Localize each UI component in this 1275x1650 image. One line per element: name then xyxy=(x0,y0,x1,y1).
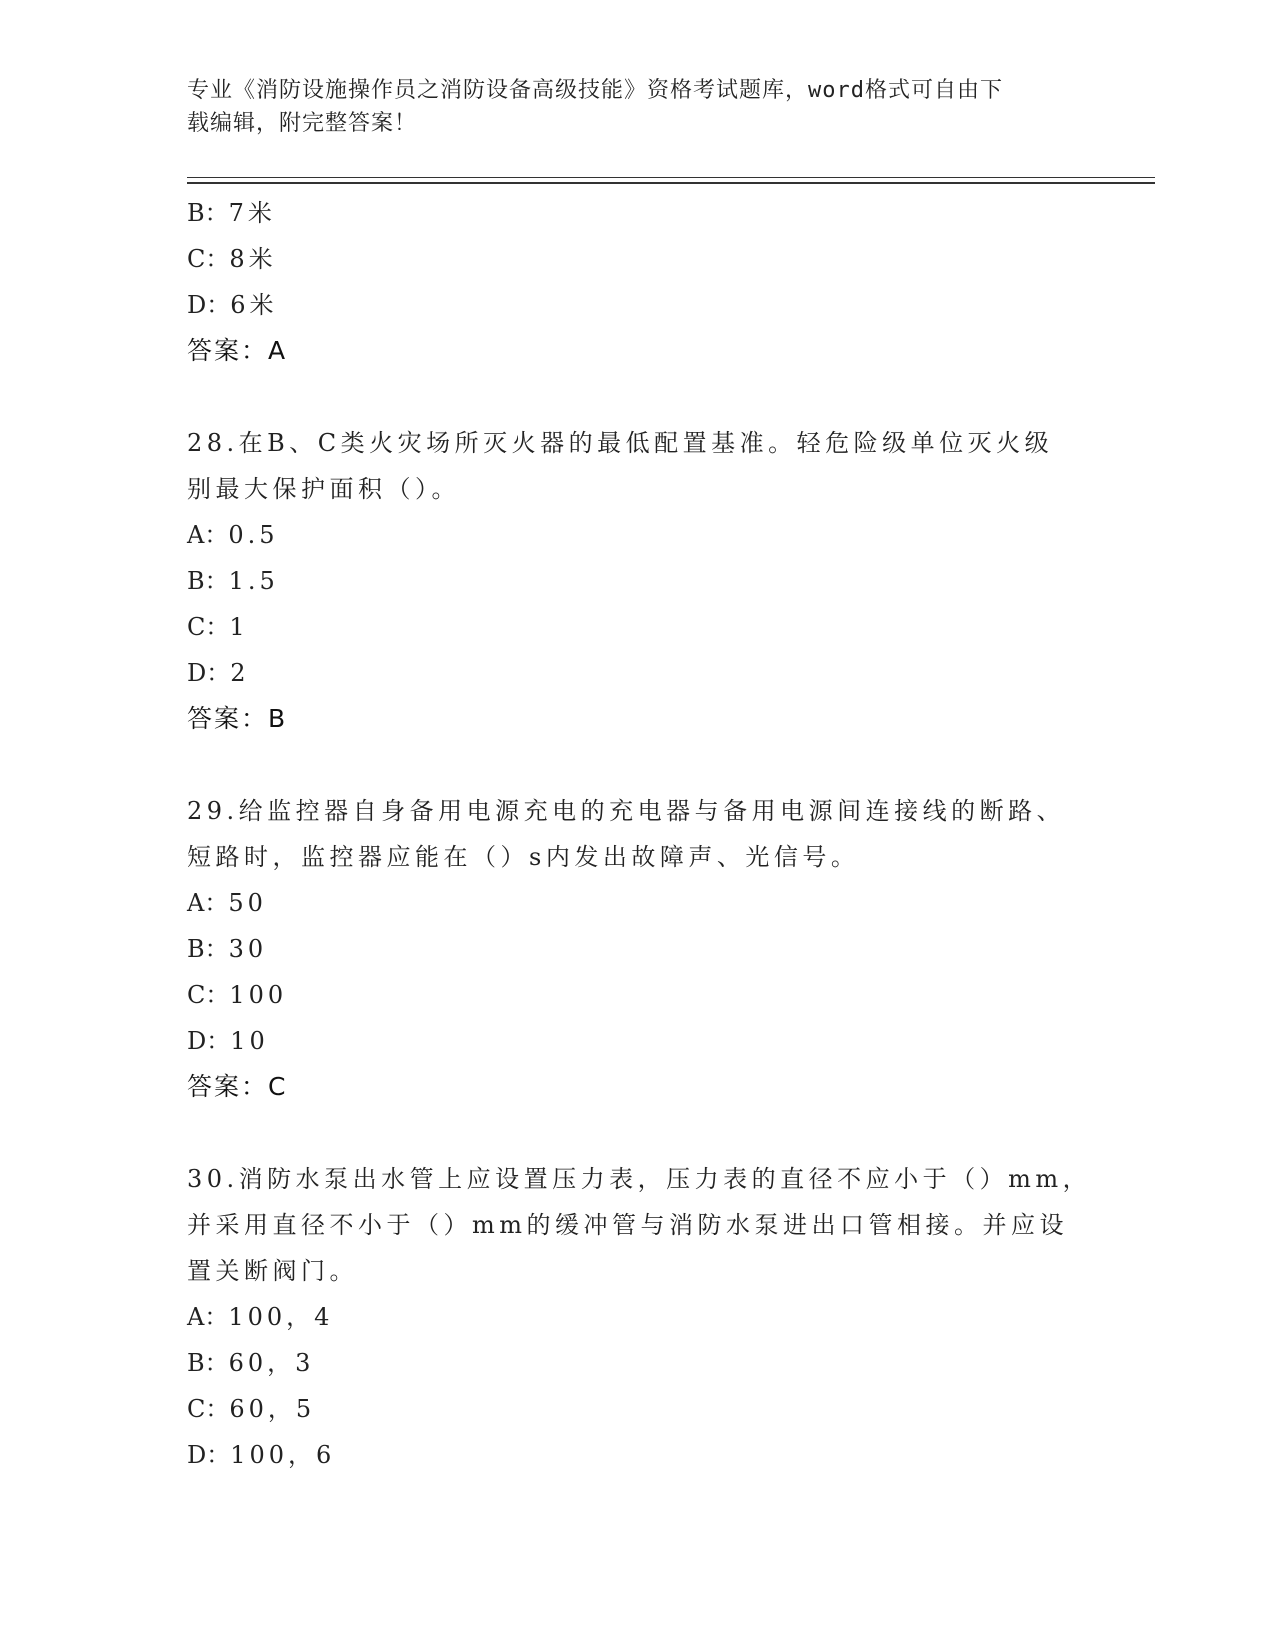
question-text: 29.给监控器自身备用电源充电的充电器与备用电源间连接线的断路、 短路时，监控器应能在（）s内发出故障声、光信号。 xyxy=(187,797,1066,871)
header-divider-thin xyxy=(187,177,1155,178)
question-28 xyxy=(187,420,1087,742)
header-line-2: 载编辑，附完整答案！ xyxy=(187,111,418,136)
question-text: 30.消防水泵出水管上应设置压力表，压力表的直径不应小于（）mm， 并采用直径不小于（）mm的缓冲管与消防水泵进出口管相接。并应设 置关断阀门。 xyxy=(187,1165,1092,1285)
header-divider-thick xyxy=(187,182,1155,184)
option-b: B：30 xyxy=(187,935,268,963)
option-b: B：60，3 xyxy=(187,1349,315,1377)
option-c: C：8米 xyxy=(187,245,277,273)
question-content xyxy=(187,190,1092,1478)
option-a: A：0.5 xyxy=(187,521,279,549)
spacer xyxy=(187,742,1087,788)
option-a: A：50 xyxy=(187,889,267,917)
spacer xyxy=(187,374,1087,420)
question-29 xyxy=(187,788,1087,1110)
option-a: A：100，4 xyxy=(187,1303,334,1331)
option-b: B：1.5 xyxy=(187,567,279,595)
spacer xyxy=(187,1110,1087,1156)
answer: 答案：C xyxy=(187,1072,288,1101)
option-d: D：10 xyxy=(187,1027,269,1055)
option-d: D：2 xyxy=(187,659,250,687)
question-text: 28.在B、C类火灾场所灭火器的最低配置基准。轻危险级单位灭火级 别最大保护面积（）。 xyxy=(187,429,1054,503)
header-line-1: 专业《消防设施操作员之消防设备高级技能》资格考试题库，word格式可自由下 xyxy=(187,78,1003,103)
question-27-fragment xyxy=(187,190,1087,374)
question-30 xyxy=(187,1156,1092,1478)
document-header xyxy=(187,74,1067,140)
option-c: C：1 xyxy=(187,613,249,641)
option-d: D：6米 xyxy=(187,291,278,319)
answer: 答案：A xyxy=(187,336,288,365)
option-d: D：100，6 xyxy=(187,1441,336,1469)
option-c: C：100 xyxy=(187,981,288,1009)
option-c: C：60，5 xyxy=(187,1395,316,1423)
answer: 答案：B xyxy=(187,704,288,733)
option-b: B：7米 xyxy=(187,199,276,227)
